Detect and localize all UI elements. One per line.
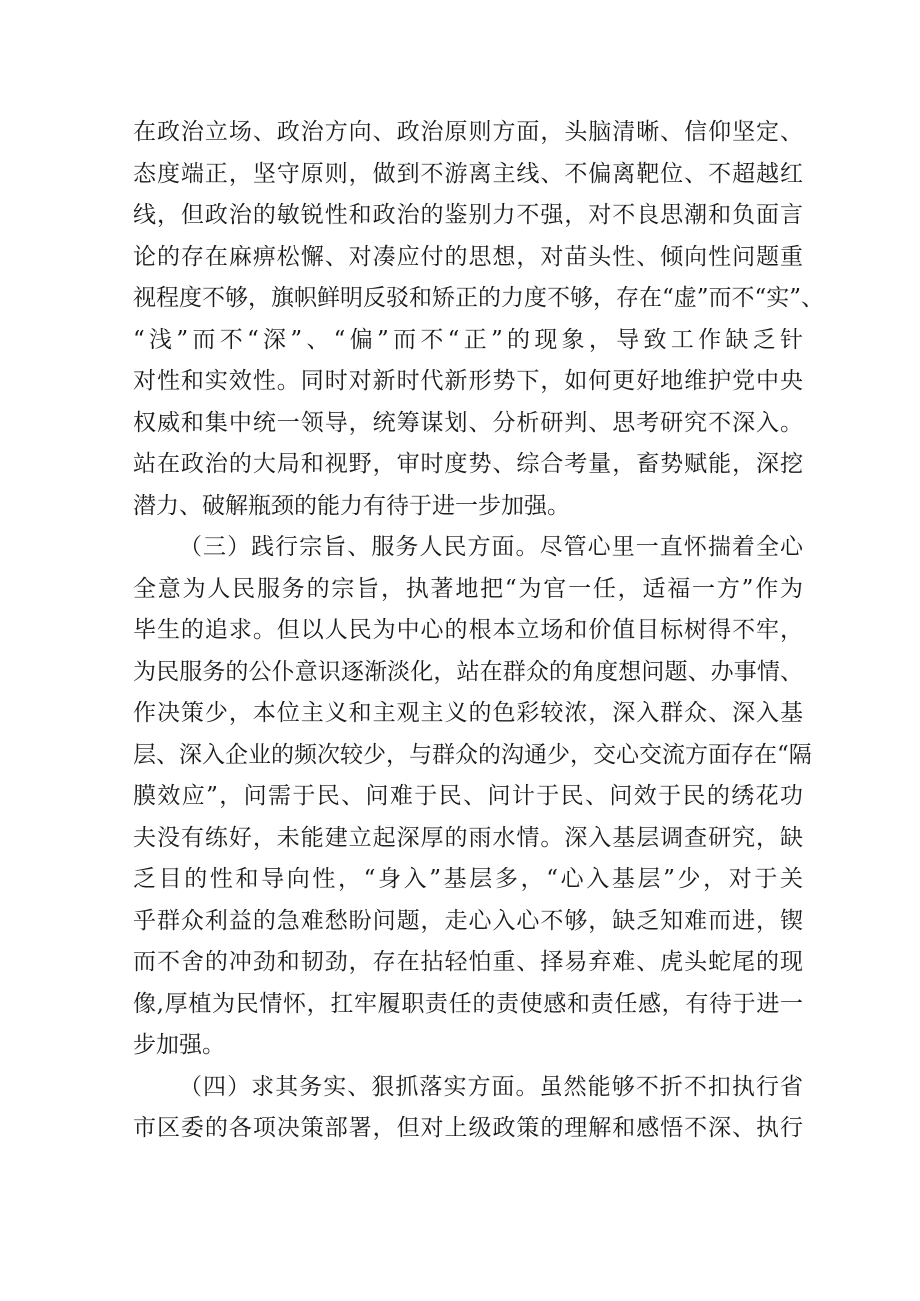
text-line: 在政治立场、政治方向、政治原则方面，头脑清晰、信仰坚定、 [133,119,803,145]
text-line: “浅”而不“深”、“偏”而不“正”的现象，导致工作缺乏针 [133,326,803,353]
text-line: 权威和集中统一领导，统筹谋划、分析研判、思考研究不深入。 [133,409,803,436]
text-line: 像,厚植为民情怀，扛牢履职责任的责使感和责任感，有待于进一 [133,990,803,1017]
text-line: 线，但政治的敏锐性和政治的鉴别力不强，对不良思潮和负面言 [133,202,803,228]
text-line: 夫没有练好，未能建立起深厚的雨水情。深入基层调查研究，缺 [133,824,803,851]
text-line: 作决策少，本位主义和主观主义的色彩较浓，深入群众、深入基 [133,700,803,726]
text-line: （三）践行宗旨、服务人民方面。尽管心里一直怀揣着全心 [179,534,803,560]
text-line: 站在政治的大局和视野，审时度势、综合考量，畜势赋能，深挖 [133,451,803,477]
text-line: 层、深入企业的频次较少，与群众的沟通少，交心交流方面存在“隔 [133,741,812,768]
text-line: （四）求其务实、狠抓落实方面。虽然能够不折不扣执行省 [179,1073,803,1100]
text-line: 态度端正，坚守原则，做到不游离主线、不偏离靶位、不超越红 [133,160,803,187]
text-line: 对性和实效性。同时对新时代新形势下，如何更好地维护党中央 [133,368,803,394]
text-line: 膜效应”，问需于民、问难于民、问计于民、问效于民的绣花功 [133,783,803,809]
text-line: 而不舍的冲劲和韧劲，存在拈轻怕重、择易弃难、虎头蛇尾的现 [133,949,803,975]
text-line: 乏目的性和导向性，“身入”基层多，“心入基层”少，对于关 [133,866,803,892]
body-text [133,112,825,1150]
text-line: 论的存在麻痹松懈、对凑应付的思想，对苗头性、倾向性问题重 [133,243,803,270]
text-line: 潜力、破解瓶颈的能力有待于进一步加强。 [133,492,570,519]
text-line: 全意为人民服务的宗旨，执著地把“为官一任，适福一方”作为 [133,575,803,602]
text-line: 乎群众利益的急难愁盼问题，走心入心不够，缺乏知难而进，锲 [133,907,803,934]
text-line: 为民服务的公仆意识逐渐淡化，站在群众的角度想问题、办事情、 [133,658,803,685]
text-line: 市区委的各项决策部署，但对上级政策的理解和感悟不深、执行 [133,1115,803,1141]
text-line: 毕生的追求。但以人民为中心的根本立场和价值目标树得不牢， [133,617,803,643]
text-line: 视程度不够，旗帜鲜明反驳和矫正的力度不够，存在“虚”而不“实”、 [133,285,825,311]
text-line: 步加强。 [133,1032,225,1058]
